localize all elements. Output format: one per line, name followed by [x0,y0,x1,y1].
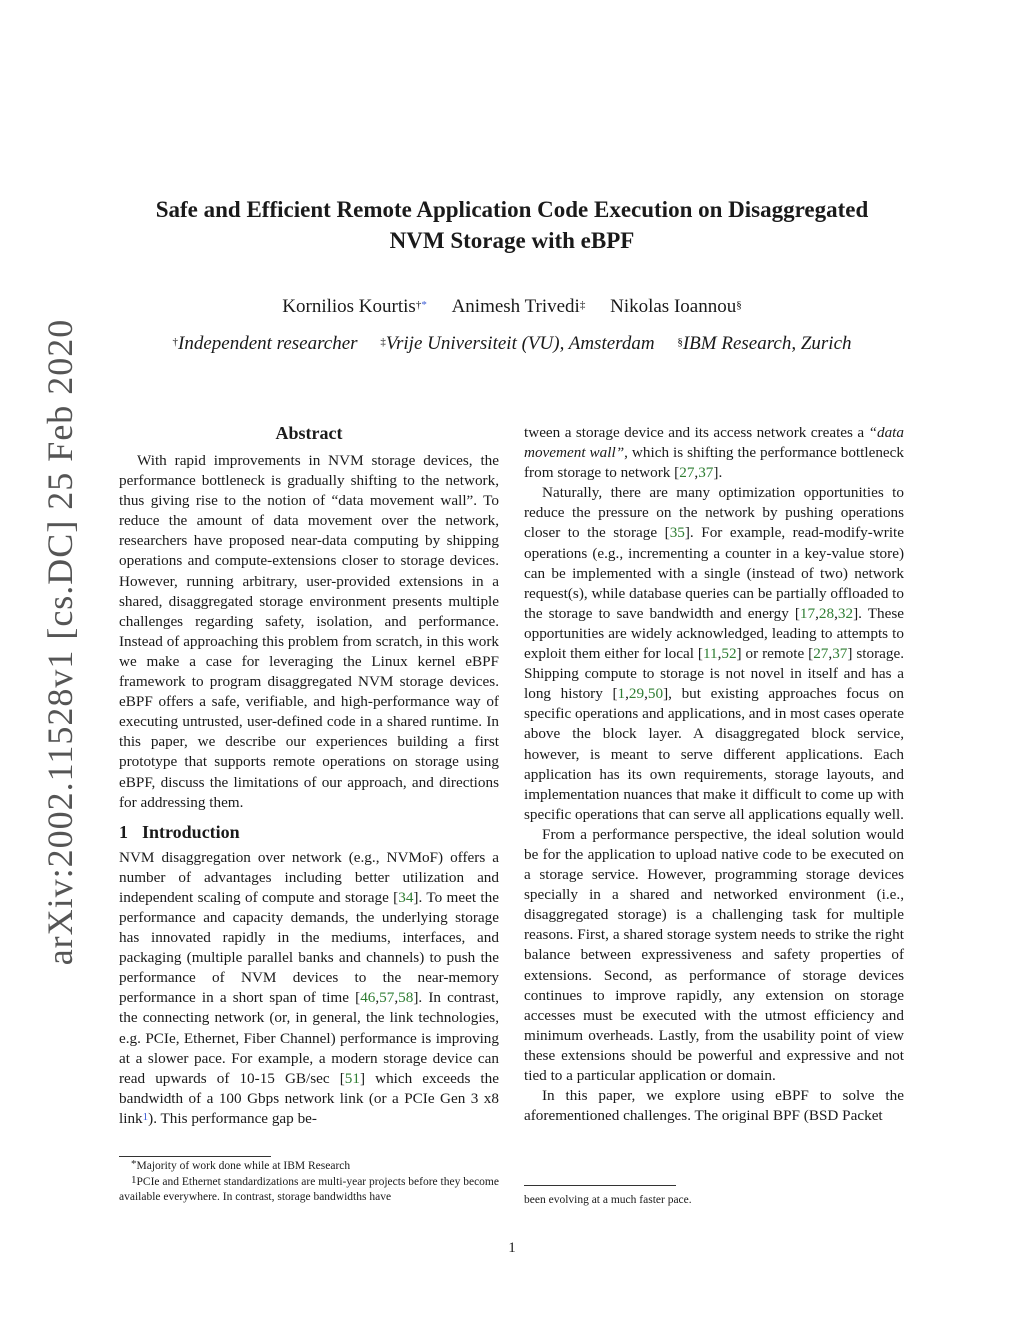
author-name: Animesh Trivedi [451,296,580,317]
text-run: ] storage. Shipping compute to storage is not novel in itself and has a long history [ [524,645,904,703]
citation-link[interactable]: 28 [818,604,835,622]
citation-link[interactable]: 34 [398,888,414,906]
title-line-2: NVM Storage with eBPF [389,228,635,253]
footnote-1 [119,1175,499,1206]
footnote-link[interactable]: 1 [142,1110,149,1123]
citation-link[interactable]: 11 [702,645,718,663]
text-run: ). This performance gap be- [148,1109,317,1127]
citation-link[interactable]: 58 [398,989,414,1007]
citation-link[interactable]: 1 [617,685,626,703]
footnote-star [119,1159,499,1175]
footnote-mark[interactable]: * [421,299,427,311]
paper-title [0,194,1024,256]
author-name: Kornilios Kourtis [282,296,416,317]
author-kourtis [282,296,427,317]
text-run: tween a storage device and its access network creates a [524,424,869,441]
title-line-1: Safe and Efficient Remote Application Code Execution on Disaggregated [155,197,869,222]
citation-link[interactable]: 35 [669,524,685,542]
text-run: ]. These opportunities are widely acknowledged, leading to attempts to exploit them either for local [ [524,604,905,663]
citation-link[interactable]: 57 [379,989,395,1007]
citation-link[interactable]: 17 [799,604,816,622]
text-run: ] or remote [ [736,645,814,663]
affil-mark: § [677,336,683,348]
footnote-text: PCIe and Ethernet standardizations are multi-year projects before they become available everywhere. In contrast, storage bandwidths have [119,1175,499,1203]
right-paragraph-1: tween a storage device and its access network creates a “data movement wall”, which is shifting the performance bottleneck from storage to network [27,37]. [524,424,904,482]
abstract-text: With rapid improvements in NVM storage devices, the performance bottleneck is gradually shifting to the network, thus giving rise to the notion of “data movement wall”. To reduce the amount of data movement over the network, researchers have proposed near-data computing by shipping operations and compute-extensions closer to storage devices. However, running arbitrary, user-provided extensions in a shared, disaggregated storage environment presents multiple challenges regarding safety, isolation, and performance. Instead of approaching this problem from scratch, in this work we make a case for leveraging the Linux kernel eBPF framework to program disaggregated NVM storage devices. eBPF offers a safe, verifiable, and high-performance way of executing untrusted, user-defined code in a shared runtime. In this paper, we describe our experiences building a first prototype that supports remote operations on storage using eBPF, discuss the limitations of our approach, and directions for addressing them. [119,452,499,811]
affil-mark: § [736,299,742,311]
right-paragraph-2: Naturally, there are many optimization opportunities to reduce the pressure on the network by pushing operations closer to the storage [35]. For example, read-modify-write operations (e.g., incrementing a counter in a key-value store) can be implemented with a single (instead of two) network request(s), while database queries can be partially offloaded to the storage to save bandwidth and energy [17,28,32]. These opportunities are widely acknowledged, leading to attempts to exploit them either for local [11,52] or remote [27,37] storage. Shipping compute to storage is not novel in itself and has a long history [1,29,50], but existing approaches focus on specific operations and applications, and in most cases operate above the block layer. A disaggregated block service, however, is meant to serve different applications. Each application has its own requirements, storage layouts, and implementation nuances that make it difficult to come up with specific operations that can serve all applications equally well. [524,484,905,823]
citation-link[interactable]: 51 [344,1069,360,1087]
affiliation-text: IBM Research, Zurich [682,333,852,354]
affil-mark: ‡ [579,299,586,311]
affil-mark: ‡ [380,336,386,348]
text-run: ] which exceeds the bandwidth of a 100 Gbps network link (or a PCIe Gen 3 x8 link [119,1069,499,1127]
section-title: Introduction [142,821,240,842]
left-column [119,422,499,1129]
affil-mark: † [172,336,178,348]
affiliation-text: Independent researcher [178,333,358,354]
footnote-text: Majority of work done while at IBM Research [136,1160,351,1172]
citation-link[interactable]: 52 [721,645,737,663]
author-ioannou [610,296,742,317]
right-column [524,423,904,1126]
author-name: Nikolas Ioannou [610,296,737,317]
text-run: Naturally, there are many optimization opportunities to reduce the pressure on the network by pushing operations closer to the storage [ [524,484,904,542]
author-list [0,294,1024,320]
text-run: ]. To meet the performance and capacity demands, the underlying storage has innovated rapidly in the mediums, interfaces, and packaging (multiple parallel banks and channels) to push the performance of NVM devices to the near-memory performance in a short span of time [ [119,888,499,1007]
citation-link[interactable]: 46 [360,989,376,1007]
affiliation-list [0,330,1024,358]
footnote-mark: 1 [131,1173,137,1186]
affiliation-vu [380,333,654,354]
page-number: 1 [508,1240,516,1256]
text-run: ]. [713,464,723,482]
citation-link[interactable]: 37 [698,464,714,482]
text-run: NVM disaggregation over network (e.g., NVMoF) offers a number of advantages including better utilization and independent scaling of compute and storage [ [119,848,499,906]
footnotes-right [524,1193,904,1209]
affiliation-text: Vrije Universiteit (VU), Amsterdam [385,333,655,354]
text-run: ], but existing approaches focus on specific operations and applications, and in most cases operate above the block layer. A disaggregated block service, however, is meant to serve different applications. Each application has its own requirements, storage layouts, and implementation nuances that make it difficult to come up with specific operations that can serve all applications equally well. [524,685,904,823]
footnotes-left [119,1159,499,1206]
right-paragraph-4: In this paper, we explore using eBPF to solve the aforementioned challenges. The original BPF (BSD Packet [524,1087,904,1125]
text-run: ]. For example, read-modify-write operations (e.g., incrementing a counter in a key-value store) can be implemented with a single (instead of two) network request(s), while database queries can be partially offloaded to the storage to save bandwidth and energy [ [524,524,904,622]
citation-link[interactable]: 50 [647,685,664,703]
right-paragraph-3: From a performance perspective, the ideal solution would be for the application to upload native code to be executed on a storage service. However, programming storage devices specially in a shared and networked environment (i.e., disaggregated storage) is a challenging task for multiple reasons. First, a shared storage system needs to strike the right balance between expressiveness and safety properties of extensions. Second, as performance of storage devices continues to improve rapidly, any extension on storage accesses must be executed with the utmost efficiency and minimum overheads. Lastly, from the usability point of view these extensions should be powerful and expressive and not tied to a particular application or domain. [524,825,904,1084]
text-run: ]. In contrast, the connecting network (or, in general, the link technologies, e.g. PCIe, Ethernet, Fiber Channel) performance is improving at a slower pace. For example, a modern storage device can read upwards of 10-15 GB/sec [ [119,989,500,1087]
author-mark [416,299,427,311]
affiliation-independent [173,333,358,354]
footnote-rule-left [119,1156,271,1157]
section-number: 1 [119,821,128,842]
citation-link[interactable]: 29 [628,685,645,703]
section-heading-introduction [119,821,499,843]
citation-link[interactable]: 27 [813,645,829,663]
author-trivedi [452,296,586,317]
citation-link[interactable]: 37 [832,645,848,663]
footnote-rule-right [524,1185,676,1186]
emphasis-text: “data movement wall” [524,424,904,462]
arxiv-identifier: arXiv:2002.11528v1 [cs.DC] 25 Feb 2020 [40,318,80,966]
intro-paragraph-1: NVM disaggregation over network (e.g., NVMoF) offers a number of advantages including better utilization and independent scaling of compute and storage [34]. To meet the performance and capacity demands, the underlying storage has innovated rapidly in the mediums, interfaces, and packaging (multiple parallel banks and channels) to push the performance of NVM devices to the near-memory performance in a short span of time [46,57,58]. In contrast, the connecting network (or, in general, the link technologies, e.g. PCIe, Ethernet, Fiber Channel) performance is improving at a slower pace. For example, a modern storage device can read upwards of 10-15 GB/sec [51] which exceeds the bandwidth of a 100 Gbps network link (or a PCIe Gen 3 x8 link$^1$). This performance gap be- [119,848,500,1127]
affil-mark: † [415,299,422,311]
footnote-mark: * [131,1158,137,1170]
text-run: , which is shifting the performance bottleneck from storage to network [ [524,444,904,482]
citation-link[interactable]: 27 [679,464,695,482]
footnote-1-continued: been evolving at a much faster pace. [524,1194,692,1206]
abstract-heading: Abstract [275,423,343,443]
citation-link[interactable]: 32 [837,604,854,622]
affiliation-ibm [677,333,851,354]
